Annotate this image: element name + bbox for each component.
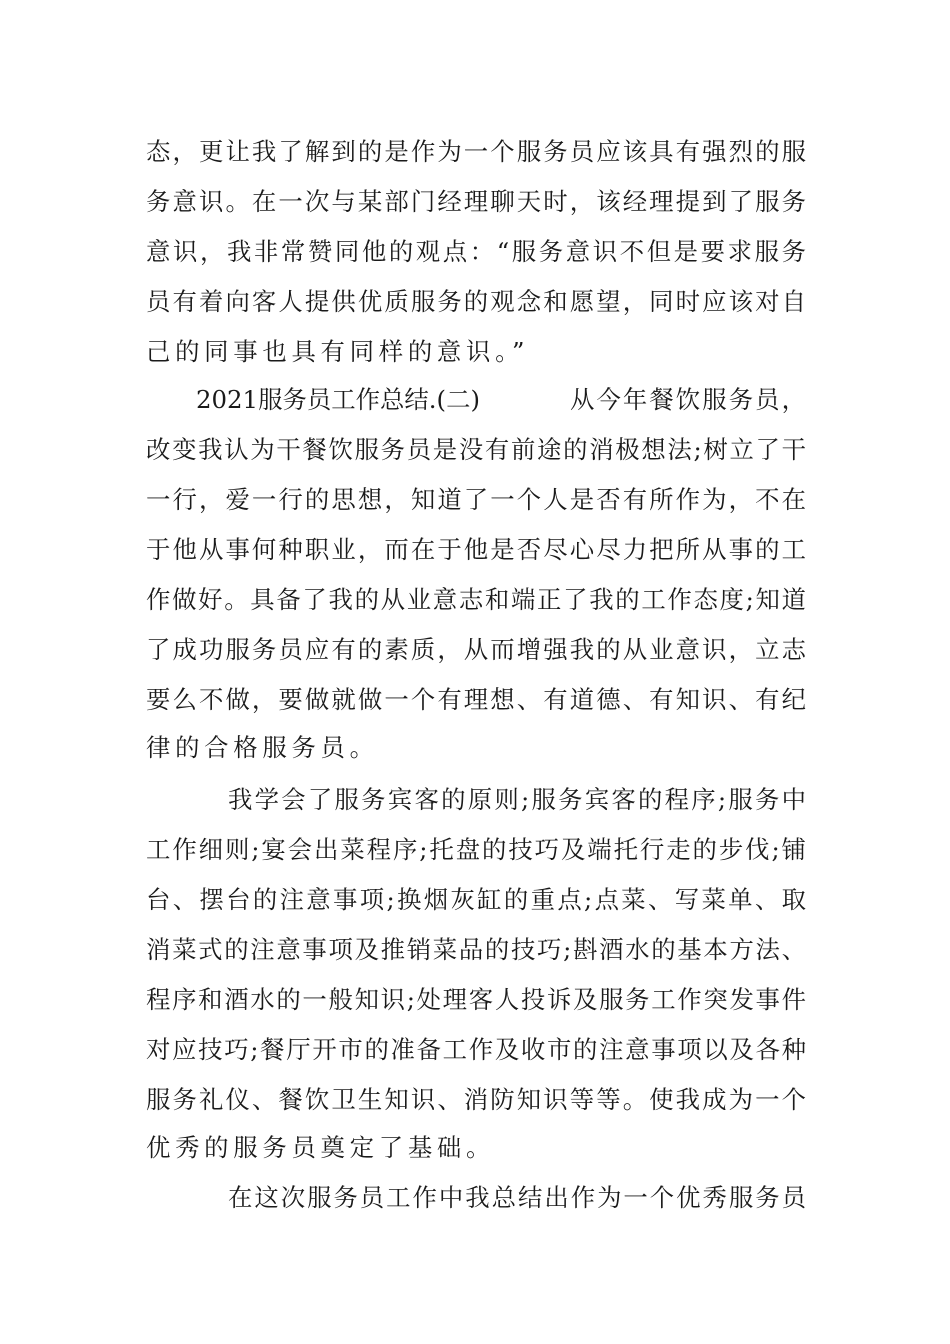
text-line: 员有着向客人提供优质服务的观念和愿望，同时应该对自: [146, 287, 806, 316]
text-line: 态，更让我了解到的是作为一个服务员应该具有强烈的服: [146, 137, 806, 166]
text-line: 服务礼仪、餐饮卫生知识、消防知识等等。使我成为一个: [146, 1085, 806, 1114]
section-heading-continuation: 从今年餐饮服务员，: [570, 385, 806, 414]
text-line: 于他从事何种职业，而在于他是否尽心尽力把所从事的工: [146, 535, 806, 564]
text-line: 程序和酒水的一般知识;处理客人投诉及服务工作突发事件: [146, 985, 806, 1014]
section-heading-title: 2021服务员工作总结.(二): [196, 385, 480, 414]
text-line: 优秀的服务员奠定了基础。: [146, 1133, 496, 1162]
text-line: 意识，我非常赞同他的观点：“服务意识不但是要求服务: [146, 237, 806, 266]
text-line: 一行，爱一行的思想，知道了一个人是否有所作为，不在: [146, 485, 806, 514]
text-line: 工作细则;宴会出菜程序;托盘的技巧及端托行走的步伐;铺: [146, 835, 806, 864]
text-line: 己的同事也具有同样的意识。”: [146, 337, 530, 366]
text-line: 台、摆台的注意事项;换烟灰缸的重点;点菜、写菜单、取: [146, 885, 806, 914]
text-line: 了成功服务员应有的素质，从而增强我的从业意识，立志: [146, 635, 806, 664]
text-line: 在这次服务员工作中我总结出作为一个优秀服务员: [228, 1183, 806, 1212]
text-line: 要么不做，要做就做一个有理想、有道德、有知识、有纪: [146, 685, 806, 714]
text-line: 改变我认为干餐饮服务员是没有前途的消极想法;树立了干: [146, 435, 806, 464]
text-line: 务意识。在一次与某部门经理聊天时，该经理提到了服务: [146, 187, 806, 216]
text-line: 对应技巧;餐厅开市的准备工作及收市的注意事项以及各种: [146, 1035, 806, 1064]
text-line: 律的合格服务员。: [146, 733, 379, 762]
text-line: 消菜式的注意事项及推销菜品的技巧;斟酒水的基本方法、: [146, 935, 806, 964]
text-line: 我学会了服务宾客的原则;服务宾客的程序;服务中: [228, 785, 806, 814]
text-line: 作做好。具备了我的从业意志和端正了我的工作态度;知道: [146, 585, 806, 614]
